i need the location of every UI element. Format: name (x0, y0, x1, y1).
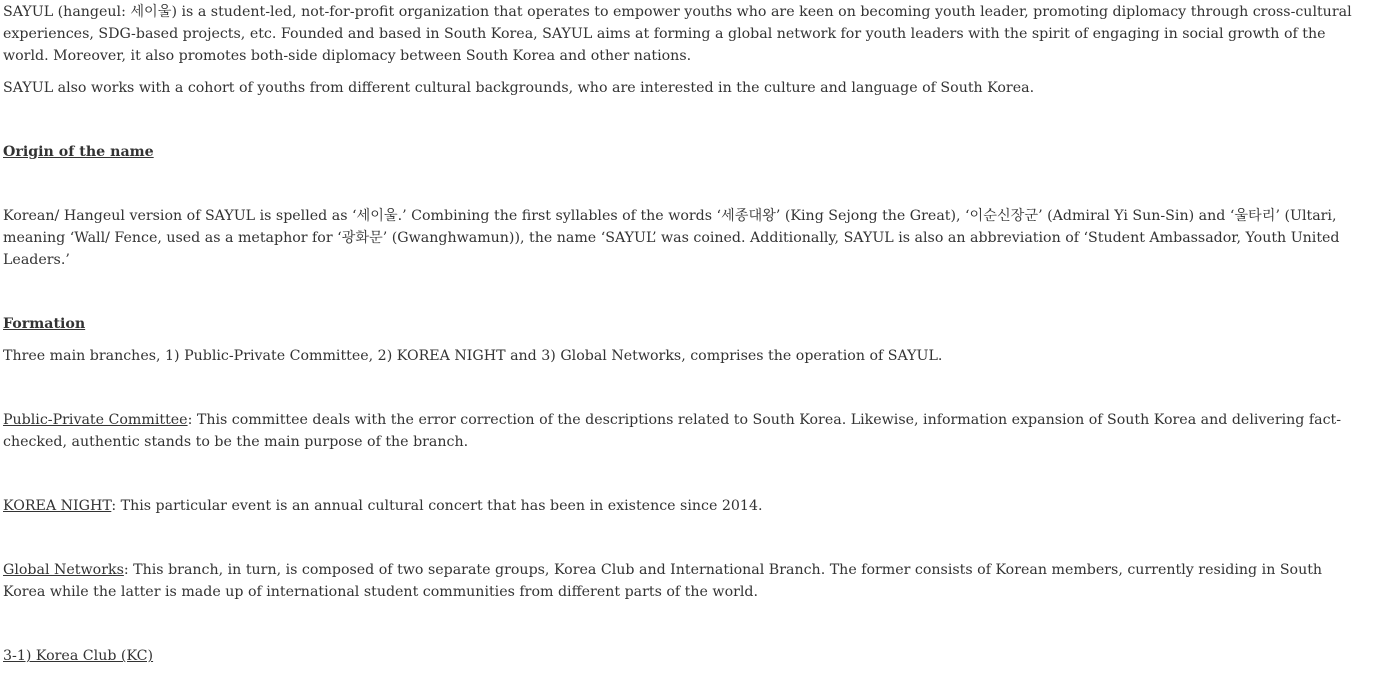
korea-club-heading: 3-1) Korea Club (KC) (3, 648, 154, 664)
spacer (3, 281, 1363, 303)
public-private-committee-text: : This committee deals with the error correction of the descriptions related to South Korea. Likewise, information expansion of South Korea and delivering fact-checked, authentic stands to be the main purpose of the branch. (3, 412, 1342, 450)
korea-night-text: : This particular event is an annual cultural concert that has been in existence since 2014. (111, 498, 763, 514)
intro-paragraph: SAYUL (hangeul: 세이울) is a student-led, not-for-profit organization that operates to empower youths who are keen on becoming youth leader, promoting diplomacy through cross-cultural experiences, SDG-based projects, etc. Founded and based in South Korea, SAYUL aims at forming a global network for youth leaders with the spirit of engaging in social growth of the world. Moreover, it also promotes both-side diplomacy between South Korea and other nations. (3, 4, 1352, 64)
spacer (3, 109, 1363, 131)
public-private-committee-paragraph (3, 409, 1363, 453)
article-body (3, 1, 1363, 677)
korea-night-paragraph (3, 495, 1363, 517)
origin-heading: Origin of the name (3, 144, 154, 160)
public-private-committee-label: Public-Private Committee (3, 412, 188, 428)
spacer (3, 173, 1363, 195)
global-networks-paragraph (3, 559, 1363, 603)
spacer (3, 463, 1363, 485)
korea-night-label: KOREA NIGHT (3, 498, 112, 514)
formation-intro: Three main branches, 1) Public-Private Committee, 2) KOREA NIGHT and 3) Global Networks, comprises the operation of SAYUL. (3, 348, 943, 364)
origin-paragraph: Korean/ Hangeul version of SAYUL is spelled as ‘세이울.’ Combining the first syllables of the words ‘세종대왕’ (King Sejong the Great), ‘이순신장군’ (Admiral Yi Sun-Sin) and ‘울타리’ (Ultari, meaning ‘Wall/ Fence, used as a metaphor for ‘광화문’ (Gwanghwamun)), the name ‘SAYUL’ was coined. Additionally, SAYUL is also an abbreviation of ‘Student Ambassador, Youth United Leaders.’ (3, 208, 1340, 268)
spacer (3, 377, 1363, 399)
spacer (3, 613, 1363, 635)
spacer (3, 527, 1363, 549)
global-networks-label: Global Networks (3, 562, 124, 578)
global-networks-text: : This branch, in turn, is composed of two separate groups, Korea Club and International Branch. The former consists of Korean members, currently residing in South Korea while the latter is made up of international student communities from different parts of the world. (3, 562, 1323, 600)
formation-heading: Formation (3, 316, 86, 332)
intro-paragraph-2: SAYUL also works with a cohort of youths from different cultural backgrounds, who are interested in the culture and language of South Korea. (3, 80, 1035, 96)
